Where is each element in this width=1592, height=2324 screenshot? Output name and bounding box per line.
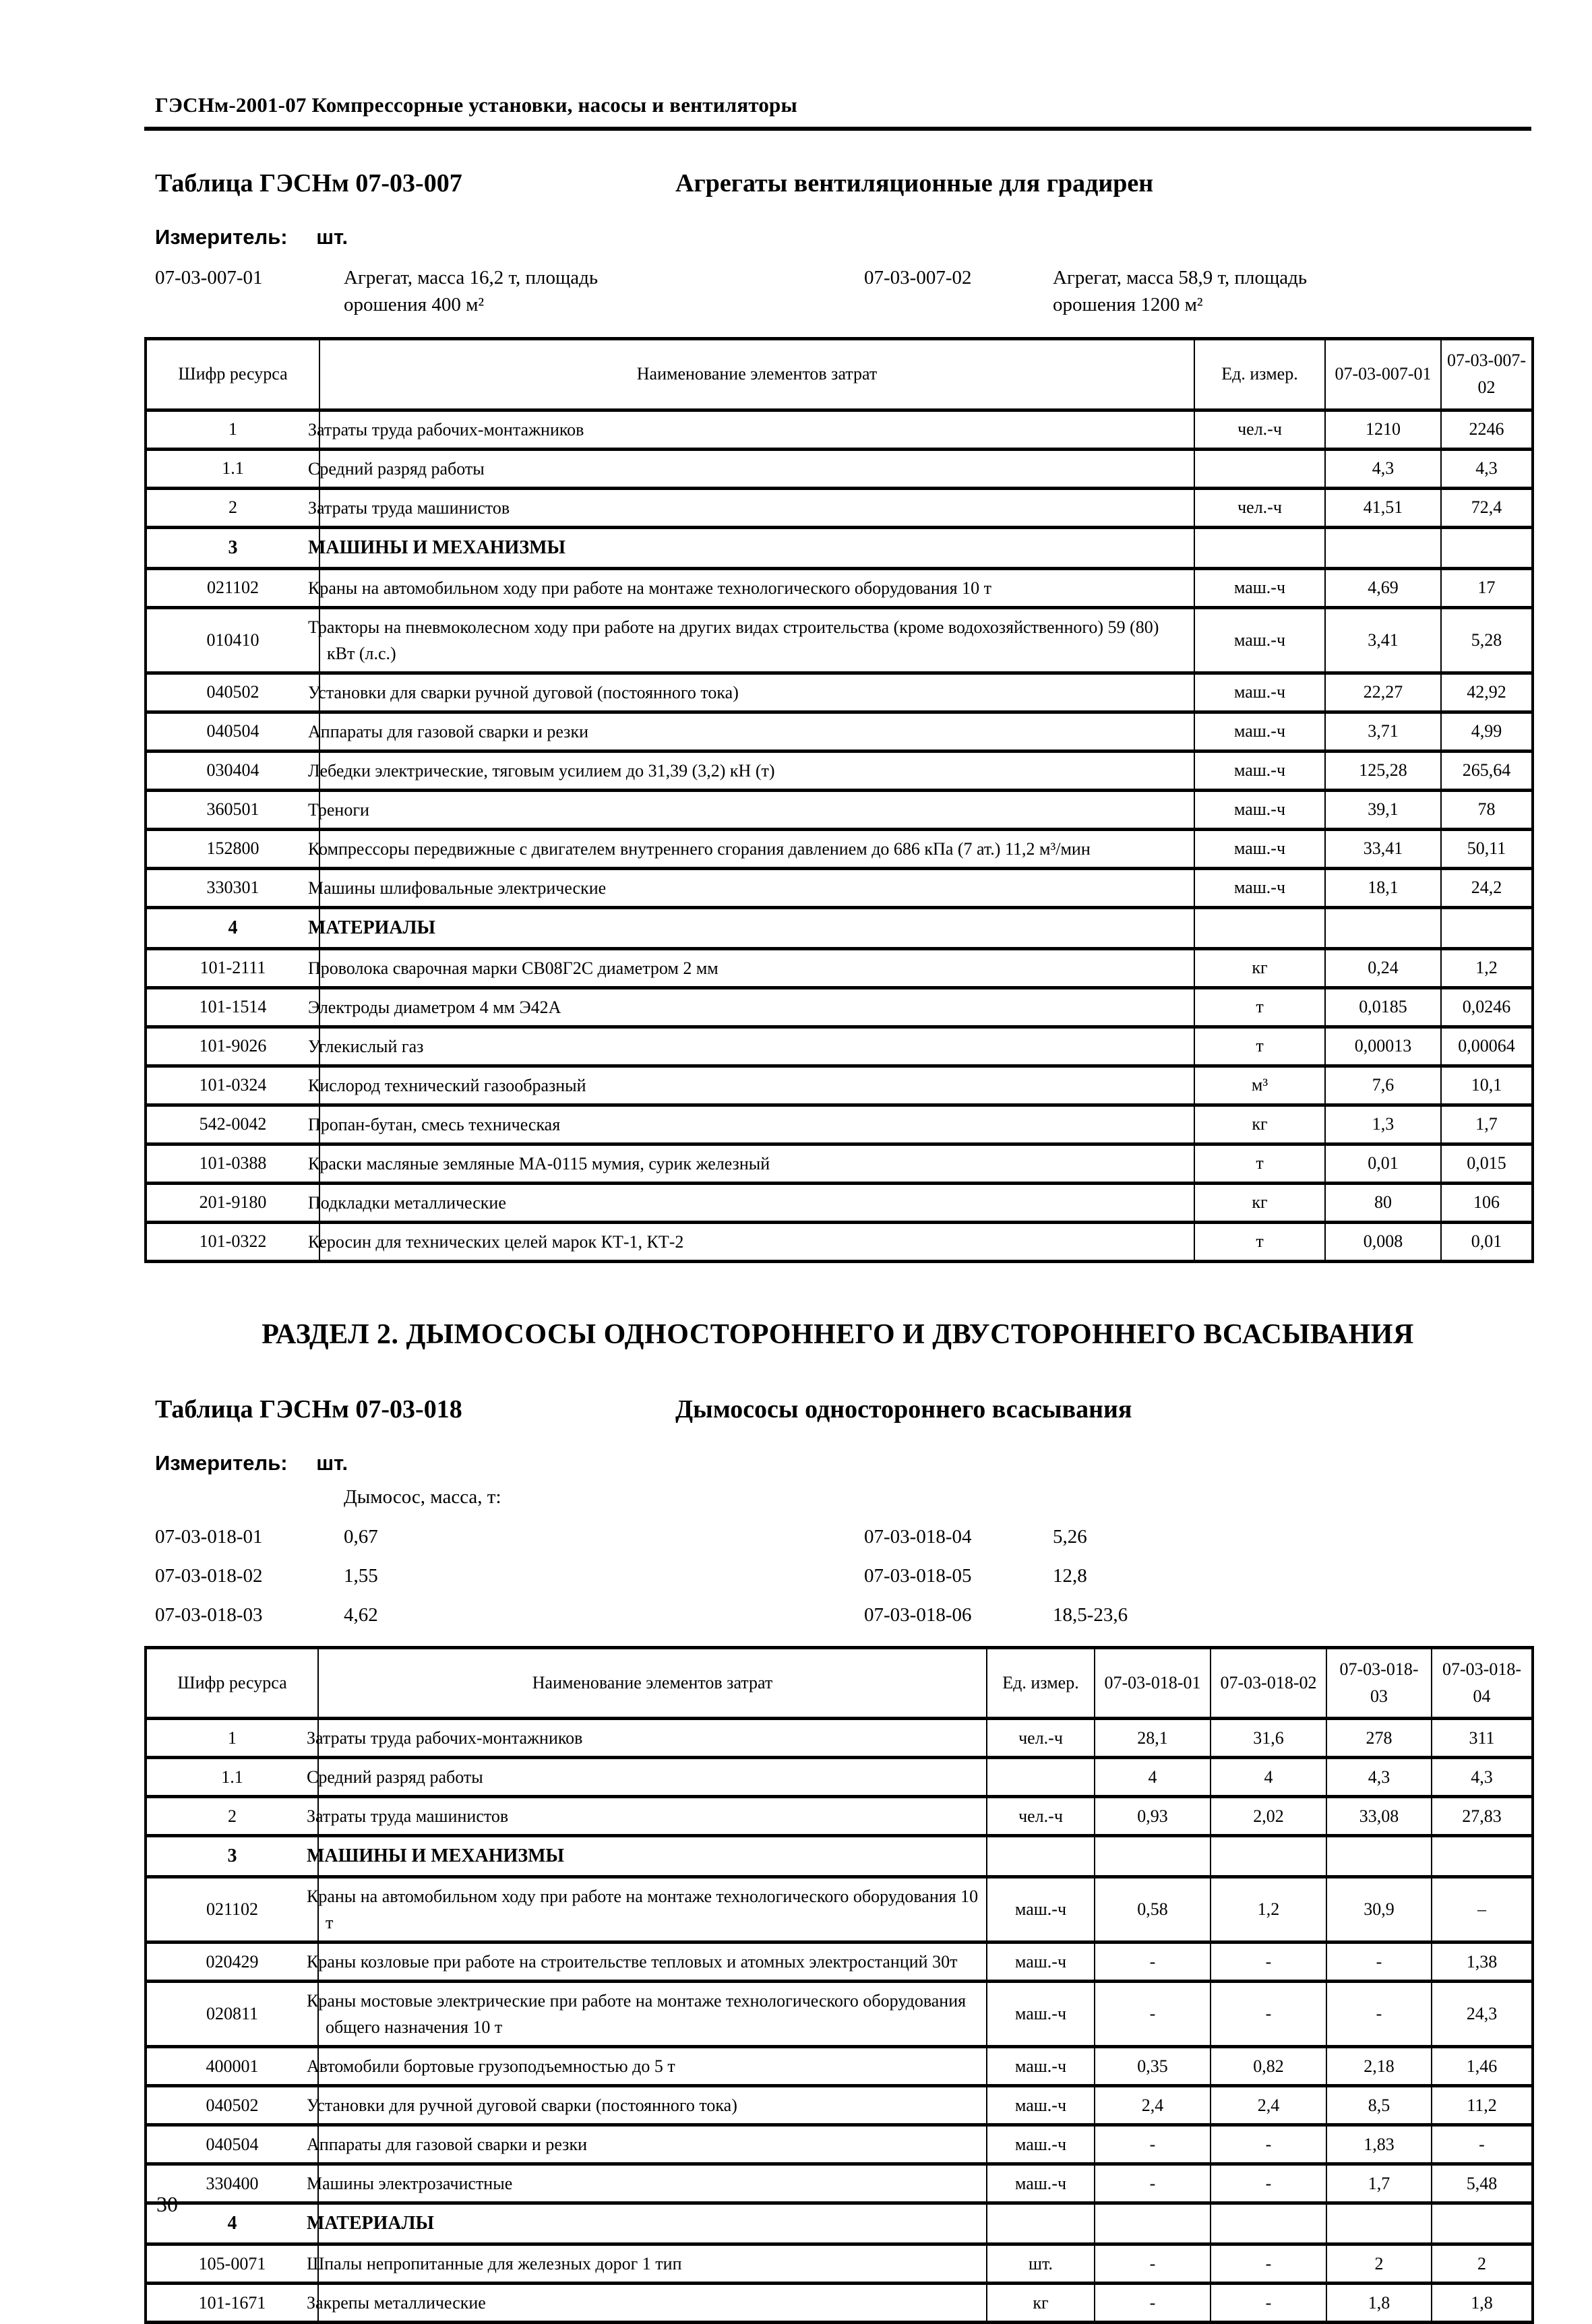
value-cell: 0,58 [1095,1877,1211,1943]
table-row [146,948,1533,987]
value-cell: - [1095,2244,1211,2284]
value-cell: 42,92 [1441,673,1533,712]
unit-cell [987,2203,1095,2244]
value-cell: - [1211,2244,1326,2284]
resource-code-cell: 010410 [146,607,319,673]
table-row [146,1719,1533,1758]
value-cell: 0,35 [1095,2047,1211,2086]
measure-line-018 [155,1451,1533,1475]
resource-code-cell: 040502 [146,2086,318,2125]
unit-cell: маш.-ч [987,1943,1095,1982]
value-cell: 27,83 [1432,1797,1533,1836]
value-cell: 1,2 [1211,1877,1326,1943]
value-cell: - [1211,1943,1326,1982]
cost-name-cell: Краны на автомобильном ходу при работе на монтаже технологического оборудования 10 т [319,568,1194,607]
cost-name-cell: Установки для сварки ручной дуговой (постоянного тока) [319,673,1194,712]
value-cell: 0,0185 [1325,987,1441,1027]
resource-code-cell: 040504 [146,2125,318,2164]
variant-code: 07-03-018-05 [864,1564,972,1587]
value-cell: 125,28 [1325,751,1441,790]
unit-cell: т [1194,1144,1325,1183]
variant-code: 07-03-018-06 [864,1603,972,1626]
resource-code-cell: 1.1 [146,449,319,488]
value-cell: 24,2 [1441,868,1533,907]
value-cell: 17 [1441,568,1533,607]
unit-cell [1194,449,1325,488]
unit-cell: маш.-ч [1194,868,1325,907]
resource-code-cell: 400001 [146,2047,318,2086]
resource-code-cell: 101-1671 [146,2284,318,2323]
cost-name-cell: Проволока сварочная марки СВ08Г2С диаметром 2 мм [319,948,1194,987]
value-cell: 10,1 [1441,1066,1533,1105]
value-cell [1326,1836,1432,1877]
measure-line-007 [155,225,1533,249]
cost-name-cell: Средний разряд работы [318,1758,987,1797]
value-cell: 4 [1211,1758,1326,1797]
unit-cell: маш.-ч [987,2047,1095,2086]
value-cell: 0,01 [1441,1222,1533,1261]
resource-code-cell: 1 [146,410,319,449]
variant-description: Агрегат, масса 16,2 т, площадь орошения 400 м² [344,267,599,316]
value-cell: 11,2 [1432,2086,1533,2125]
variant-item [864,264,1533,318]
table-row [146,987,1533,1027]
cost-name-cell: Затраты труда рабочих-монтажников [319,410,1194,449]
value-cell [1325,907,1441,948]
column-header: 07-03-018-04 [1432,1647,1533,1719]
unit-cell [987,1758,1095,1797]
table-row [146,829,1533,868]
value-cell: - [1095,2164,1211,2203]
table-row [146,568,1533,607]
resource-code-cell: 330400 [146,2164,318,2203]
section-row [146,1836,1533,1877]
cost-name-cell: Краны на автомобильном ходу при работе на монтаже технологического оборудования 10 т [318,1877,987,1943]
variant-item [155,264,864,318]
resource-code-cell: 040504 [146,712,319,751]
value-cell: 31,6 [1211,1719,1326,1758]
cost-name-cell: Кислород технический газообразный [319,1066,1194,1105]
cost-name-cell: Лебедки электрические, тяговым усилием до 31,39 (3,2) кН (т) [319,751,1194,790]
value-cell: 4,99 [1441,712,1533,751]
column-header: Шифр ресурса [146,1647,318,1719]
cost-name-cell: Треноги [319,790,1194,829]
cost-name-cell: Тракторы на пневмоколесном ходу при работе на других видах строительства (кроме водохозяйственного) 59 (80) кВт (л.с.) [319,607,1194,673]
table-row [146,868,1533,907]
cost-name-cell: Электроды диаметром 4 мм Э42А [319,987,1194,1027]
value-cell: 80 [1325,1183,1441,1222]
table-018-title: Дымососы одностороннего всасывания [675,1395,1132,1424]
cost-name-cell: МАТЕРИАЛЫ [319,907,1194,948]
column-header: Ед. измер. [987,1647,1095,1719]
cost-name-cell: Углекислый газ [319,1027,1194,1066]
value-cell: 4,3 [1441,449,1533,488]
resource-code-cell: 030404 [146,751,319,790]
resource-code-cell: 360501 [146,790,319,829]
value-cell: 106 [1441,1183,1533,1222]
value-cell: 4 [1095,1758,1211,1797]
variant-item [864,1601,1533,1628]
value-cell: - [1211,2284,1326,2323]
measure-value: шт. [316,225,348,249]
table-row [146,410,1533,449]
value-cell: - [1095,1943,1211,1982]
value-cell: 1,7 [1441,1105,1533,1144]
value-cell: 0,00064 [1441,1027,1533,1066]
value-cell: 3,71 [1325,712,1441,751]
value-cell: 265,64 [1441,751,1533,790]
unit-cell: шт. [987,2244,1095,2284]
value-cell: 2 [1326,2244,1432,2284]
variant-list-018 [155,1523,1533,1628]
value-cell: 22,27 [1325,673,1441,712]
table-row [146,673,1533,712]
value-cell: 1,83 [1326,2125,1432,2164]
variant-code: 07-03-018-01 [155,1525,263,1548]
variant-code: 07-03-018-02 [155,1564,263,1587]
resource-code-cell: 020811 [146,1982,318,2047]
value-cell: 1210 [1325,410,1441,449]
resource-code-cell: 101-2111 [146,948,319,987]
value-cell: 0,008 [1325,1222,1441,1261]
value-cell: 311 [1432,1719,1533,1758]
table-row [146,1105,1533,1144]
value-cell [1095,1836,1211,1877]
value-cell: 278 [1326,1719,1432,1758]
section-row [146,2203,1533,2244]
resource-code-cell: 101-0324 [146,1066,319,1105]
variant-code: 07-03-007-02 [864,267,972,288]
table-header-row [146,339,1533,410]
variant-item [864,1523,1533,1550]
cost-table-018 [144,1646,1534,2324]
value-cell: 1,38 [1432,1943,1533,1982]
resource-code-cell: 101-9026 [146,1027,319,1066]
unit-cell: маш.-ч [1194,673,1325,712]
cost-table-007 [144,337,1534,1263]
column-header: Ед. измер. [1194,339,1325,410]
value-cell: - [1326,1943,1432,1982]
table-row [146,1877,1533,1943]
value-cell [1432,2203,1533,2244]
table-row [146,790,1533,829]
value-cell: 2,4 [1211,2086,1326,2125]
cost-name-cell: Машины шлифовальные электрические [319,868,1194,907]
resource-code-cell: 101-1514 [146,987,319,1027]
unit-cell [1194,907,1325,948]
cost-name-cell: Шпалы непропитанные для железных дорог 1 тип [318,2244,987,2284]
column-header: 07-03-018-02 [1211,1647,1326,1719]
variant-item [155,1562,864,1589]
column-header: Шифр ресурса [146,339,319,410]
table-row [146,2284,1533,2323]
unit-cell: маш.-ч [987,1877,1095,1943]
cost-name-cell: Аппараты для газовой сварки и резки [319,712,1194,751]
value-cell: 24,3 [1432,1982,1533,2047]
value-cell: 4,69 [1325,568,1441,607]
table-018-block [144,1395,1533,2324]
value-cell: 1,2 [1441,948,1533,987]
value-cell: - [1326,1982,1432,2047]
unit-cell: маш.-ч [1194,790,1325,829]
table-row [146,1144,1533,1183]
variant-description: 18,5-23,6 [1053,1603,1128,1626]
table-row [146,1982,1533,2047]
value-cell: - [1095,2125,1211,2164]
value-cell: 8,5 [1326,2086,1432,2125]
value-cell: 1,8 [1326,2284,1432,2323]
value-cell [1211,1836,1326,1877]
table-row [146,2086,1533,2125]
resource-code-cell: 3 [146,527,319,568]
value-cell: 0,015 [1441,1144,1533,1183]
resource-code-cell: 542-0042 [146,1105,319,1144]
value-cell: 28,1 [1095,1719,1211,1758]
value-cell [1095,2203,1211,2244]
variant-description: Агрегат, масса 58,9 т, площадь орошения 1200 м² [1053,267,1308,316]
resource-code-cell: 040502 [146,673,319,712]
unit-cell [1194,527,1325,568]
unit-cell: чел.-ч [987,1719,1095,1758]
page-number: 30 [156,2192,178,2216]
table-row [146,1797,1533,1836]
value-cell: 0,93 [1095,1797,1211,1836]
table-row [146,1758,1533,1797]
variant-code: 07-03-018-04 [864,1525,972,1548]
cost-name-cell: МАТЕРИАЛЫ [318,2203,987,2244]
measure-label: Измеритель: [155,225,288,249]
unit-cell [987,1836,1095,1877]
table-row [146,751,1533,790]
section-row [146,527,1533,568]
table-018-label: Таблица ГЭСНм 07-03-018 [155,1395,462,1424]
variant-item [864,1562,1533,1589]
unit-cell: т [1194,1222,1325,1261]
variant-item [155,1523,864,1550]
value-cell: 3,41 [1325,607,1441,673]
measure-value: шт. [316,1450,348,1475]
resource-code-cell: 152800 [146,829,319,868]
table-007-block [144,169,1533,1263]
table-row [146,1183,1533,1222]
table-row [146,488,1533,527]
value-cell: 1,46 [1432,2047,1533,2086]
column-header: Наименование элементов затрат [318,1647,987,1719]
value-cell: - [1432,2125,1533,2164]
value-cell: 30,9 [1326,1877,1432,1943]
resource-code-cell: 021102 [146,1877,318,1943]
value-cell: - [1095,2284,1211,2323]
unit-cell: маш.-ч [1194,607,1325,673]
value-cell: 33,41 [1325,829,1441,868]
cost-name-cell: Средний разряд работы [319,449,1194,488]
value-cell [1441,527,1533,568]
value-cell: 1,7 [1326,2164,1432,2203]
unit-cell: т [1194,1027,1325,1066]
unit-cell: чел.-ч [1194,488,1325,527]
value-cell: - [1095,1982,1211,2047]
section-2-heading: РАЗДЕЛ 2. ДЫМОСОСЫ ОДНОСТОРОННЕГО И ДВУСТОРОННЕГО ВСАСЫВАНИЯ [262,1318,1414,1350]
table-007-caption [155,169,1533,198]
variant-description: 4,62 [344,1603,378,1626]
table-row [146,2047,1533,2086]
value-cell: 1,8 [1432,2284,1533,2323]
variant-code: 07-03-018-03 [155,1603,263,1626]
resource-code-cell: 2 [146,1797,318,1836]
value-cell: 2,02 [1211,1797,1326,1836]
value-cell: 7,6 [1325,1066,1441,1105]
table-row [146,607,1533,673]
unit-cell: маш.-ч [987,2164,1095,2203]
cost-name-cell: Установки для ручной дуговой сварки (постоянного тока) [318,2086,987,2125]
value-cell: 5,48 [1432,2164,1533,2203]
column-header: 07-03-018-03 [1326,1647,1432,1719]
value-cell: 72,4 [1441,488,1533,527]
cost-name-cell: Керосин для технических целей марок КТ-1, КТ-2 [319,1222,1194,1261]
resource-code-cell: 101-0322 [146,1222,319,1261]
resource-code-cell: 4 [146,2203,318,2244]
table-row [146,1066,1533,1105]
cost-name-cell: Затраты труда машинистов [319,488,1194,527]
resource-code-cell: 020429 [146,1943,318,1982]
unit-cell: кг [987,2284,1095,2323]
resource-code-cell: 3 [146,1836,318,1877]
column-header: 07-03-007-02 [1441,339,1533,410]
column-header: Наименование элементов затрат [319,339,1194,410]
unit-cell: маш.-ч [1194,568,1325,607]
value-cell: 0,01 [1325,1144,1441,1183]
value-cell: 18,1 [1325,868,1441,907]
value-cell: 0,00013 [1325,1027,1441,1066]
value-cell: 2 [1432,2244,1533,2284]
resource-code-cell: 105-0071 [146,2244,318,2284]
unit-cell: кг [1194,948,1325,987]
cost-name-cell: Краны козловые при работе на строительстве тепловых и атомных электростанций 30т [318,1943,987,1982]
value-cell: - [1211,1982,1326,2047]
measure-label: Измеритель: [155,1450,288,1475]
cost-name-cell: МАШИНЫ И МЕХАНИЗМЫ [319,527,1194,568]
value-cell: 2246 [1441,410,1533,449]
value-cell: – [1432,1877,1533,1943]
value-cell: 4,3 [1326,1758,1432,1797]
column-header: 07-03-018-01 [1095,1647,1211,1719]
value-cell: 2,18 [1326,2047,1432,2086]
cost-name-cell: Компрессоры передвижные с двигателем внутреннего сгорания давлением до 686 кПа (7 ат.) 11,2 м³/мин [319,829,1194,868]
cost-name-cell: Автомобили бортовые грузоподъемностью до 5 т [318,2047,987,2086]
table-row [146,2244,1533,2284]
table-row [146,2125,1533,2164]
resource-code-cell: 101-0388 [146,1144,319,1183]
unit-cell: маш.-ч [1194,751,1325,790]
cost-name-cell: МАШИНЫ И МЕХАНИЗМЫ [318,1836,987,1877]
variant-list-007 [155,264,1533,318]
unit-cell: кг [1194,1105,1325,1144]
value-cell [1326,2203,1432,2244]
value-cell: 0,24 [1325,948,1441,987]
value-cell [1211,2203,1326,2244]
cost-name-cell: Закрепы металлические [318,2284,987,2323]
value-cell: 78 [1441,790,1533,829]
variant-description: 12,8 [1053,1564,1087,1587]
table-header-row [146,1647,1533,1719]
value-cell [1325,527,1441,568]
value-cell: 4,3 [1325,449,1441,488]
value-cell: - [1211,2125,1326,2164]
table-007-title: Агрегаты вентиляционные для градирен [675,169,1154,197]
resource-code-cell: 1.1 [146,1758,318,1797]
table-007-label: Таблица ГЭСНм 07-03-007 [155,169,462,197]
table-row [146,1222,1533,1261]
table-row [146,712,1533,751]
cost-name-cell: Затраты труда рабочих-монтажников [318,1719,987,1758]
unit-cell: маш.-ч [1194,829,1325,868]
variant-description: 5,26 [1053,1525,1087,1548]
unit-cell: т [1194,987,1325,1027]
table-row [146,1027,1533,1066]
variant-code: 07-03-007-01 [155,267,263,288]
resource-code-cell: 2 [146,488,319,527]
table-row [146,2164,1533,2203]
value-cell: - [1211,2164,1326,2203]
table-row [146,1943,1533,1982]
value-cell: 41,51 [1325,488,1441,527]
column-header: 07-03-007-01 [1325,339,1441,410]
value-cell: 50,11 [1441,829,1533,868]
variant-description: 1,55 [344,1564,378,1587]
cost-name-cell: Подкладки металлические [319,1183,1194,1222]
value-cell: 5,28 [1441,607,1533,673]
cost-name-cell: Краны мостовые электрические при работе на монтаже технологического оборудования общего назначения 10 т [318,1982,987,2047]
header-rule [144,127,1531,131]
resource-code-cell: 330301 [146,868,319,907]
resource-code-cell: 1 [146,1719,318,1758]
unit-cell: маш.-ч [987,2086,1095,2125]
value-cell: 33,08 [1326,1797,1432,1836]
unit-cell: м³ [1194,1066,1325,1105]
value-cell: 1,3 [1325,1105,1441,1144]
cost-name-cell: Пропан-бутан, смесь техническая [319,1105,1194,1144]
cost-name-cell: Аппараты для газовой сварки и резки [318,2125,987,2164]
unit-cell: маш.-ч [987,2125,1095,2164]
table-row [146,449,1533,488]
value-cell: 0,0246 [1441,987,1533,1027]
document-header: ГЭСНм-2001-07 Компрессорные установки, насосы и вентиляторы [155,93,797,117]
value-cell: 4,3 [1432,1758,1533,1797]
mass-note: Дымосос, масса, т: [344,1486,501,1508]
unit-cell: чел.-ч [1194,410,1325,449]
resource-code-cell: 201-9180 [146,1183,319,1222]
cost-name-cell: Машины электрозачистные [318,2164,987,2203]
table-018-caption [155,1395,1533,1424]
unit-cell: чел.-ч [987,1797,1095,1836]
section-row [146,907,1533,948]
unit-cell: маш.-ч [1194,712,1325,751]
value-cell: 39,1 [1325,790,1441,829]
value-cell: 2,4 [1095,2086,1211,2125]
value-cell [1432,1836,1533,1877]
unit-cell: маш.-ч [987,1982,1095,2047]
cost-name-cell: Затраты труда машинистов [318,1797,987,1836]
value-cell: 0,82 [1211,2047,1326,2086]
cost-name-cell: Краски масляные земляные МА-0115 мумия, сурик железный [319,1144,1194,1183]
resource-code-cell: 4 [146,907,319,948]
variant-item [155,1601,864,1628]
value-cell [1441,907,1533,948]
resource-code-cell: 021102 [146,568,319,607]
unit-cell: кг [1194,1183,1325,1222]
variant-description: 0,67 [344,1525,378,1548]
